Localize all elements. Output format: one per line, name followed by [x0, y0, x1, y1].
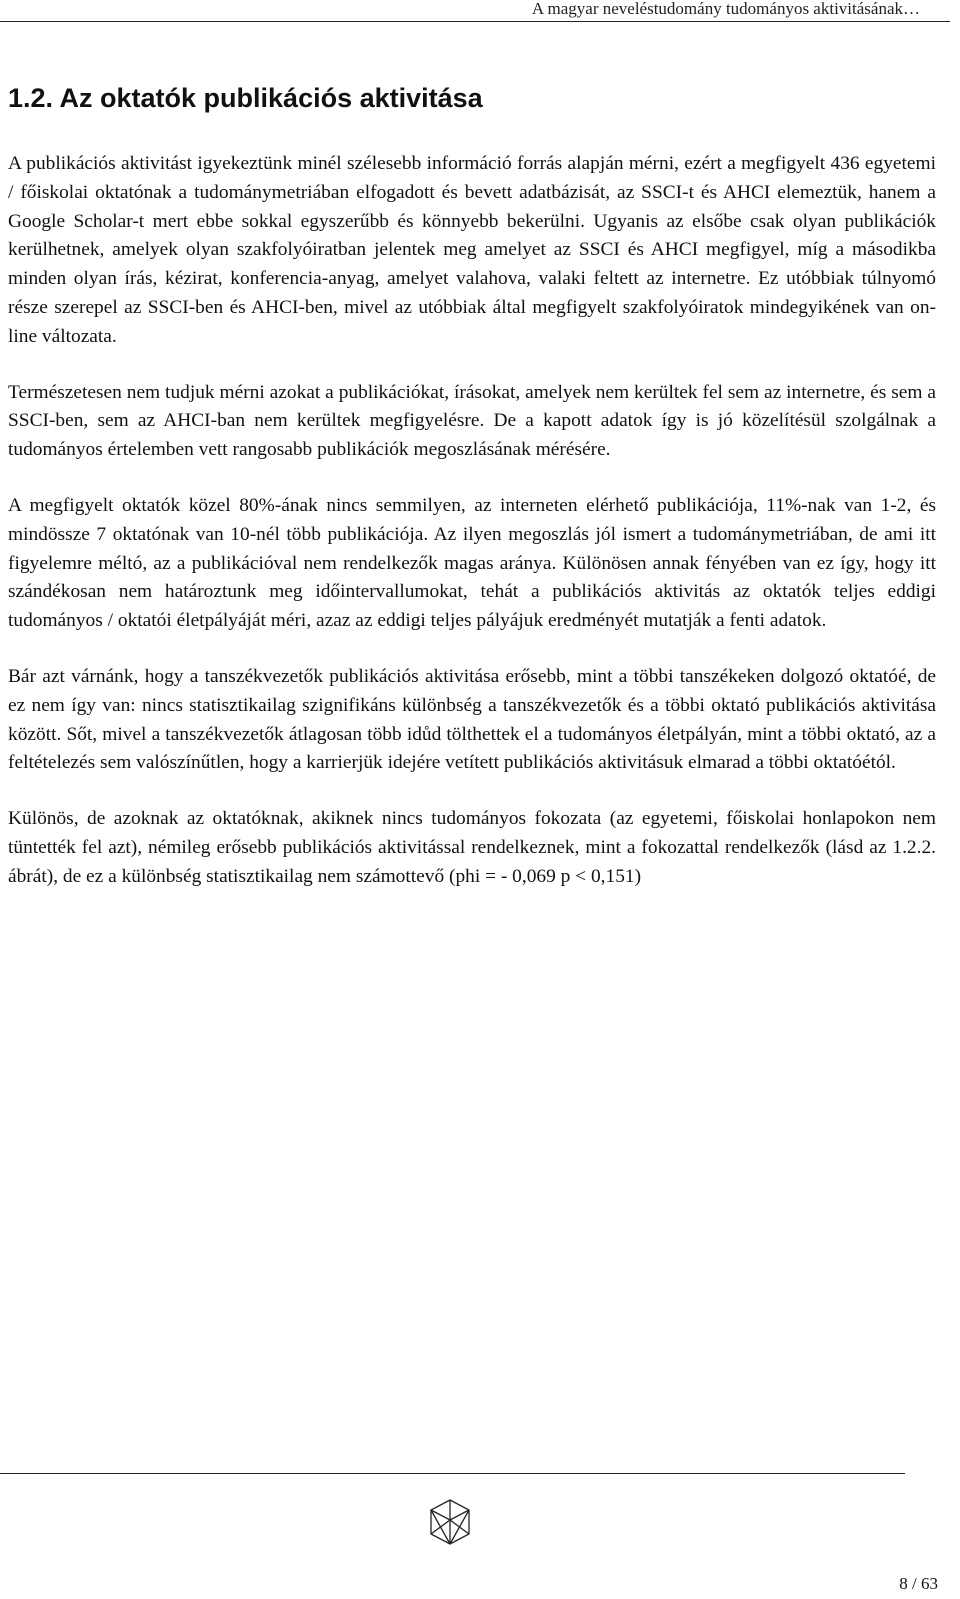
paragraph-2: Természetesen nem tudjuk mérni azokat a publikációkat, írásokat, amelyek nem kerültek fel sem az internetre, és sem a SSCI-ben, sem az AHCI-ban nem kerültek megfigyelésre. De a kapott adatok így is jó közelítésül szolgálnak a tudományos értelemben vett rangosabb publikációk megoszlásának mérésére. [8, 381, 936, 461]
header-divider [0, 21, 950, 22]
running-header: A magyar neveléstudomány tudományos aktivitásának… [531, 0, 920, 18]
footer-divider [0, 1473, 905, 1474]
paragraph-1: A publikációs aktivitást igyekeztünk minél szélesebb információ forrás alapján mérni, ezért a megfigyelt 436 egyetemi / főiskolai oktatónak a tudománymetriában elfogadott és bevett adatbázisát, az SSCI-t és AHCI elemeztük, hanem a Google Scholar-t mert ebbe sokkal egyszerűbb és könnyebb bekerülni. Ugyanis az elsőbe csak olyan publikációk kerülhetnek, amelyek olyan szakfolyóiratban jelentek meg amelyet az SSCI és AHCI megfigyel, míg a másodikba minden olyan írás, kézirat, konferencia-anyag, amelyet valahova, valaki feltett az internetre. Ez utóbbiak túlnyomó része szerepel az SSCI-ben és AHCI-ben, mivel az utóbbiak által megfigyelt szakfolyóiratok mindegyikének van on-line változata. [8, 153, 936, 347]
section-title: 1.2. Az oktatók publikációs aktivitása [8, 83, 483, 113]
paragraph-3: A megfigyelt oktatók közel 80%-ának nincs semmilyen, az interneten elérhető publikációja, 11%-nak van 1-2, és mindössze 7 oktatónak van 10-nél több publikációja. Az ilyen megoszlás jól ismert a tudománymetriában, de ami itt figyelemre méltó, az a publikációval nem rendelkezők magas aránya. Különösen annak fényében van ez így, hogy itt szándékosan nem határoztunk meg időintervallumokat, tehát a publikációs aktivitás az oktatók teljes eddigi tudományos / oktatói életpályáját méri, azaz az eddigi teljes pályájuk eredményét mutatják a fenti adatok. [8, 494, 936, 632]
page-number: 8 / 63 [899, 1574, 938, 1593]
paragraph-4: Bár azt várnánk, hogy a tanszékvezetők publikációs aktivitása erősebb, mint a többi tanszékeken dolgozó oktatóé, de ez nem így van: nincs statisztikailag szignifikáns különbség a tanszékvezetők és a többi oktató publikációs aktivitása között. Sőt, mivel a tanszékvezetők átlagosan több idůd tölthettek el a tudományos életpályán, mint a többi oktató, az a feltételezés sem valószínűtlen, hogy a karrierjük idejére vetített publikációs aktivitásuk elmarad a többi oktatóétól. [8, 665, 936, 774]
wireframe-cube-icon [428, 1497, 472, 1547]
paragraph-5: Különös, de azoknak az oktatóknak, akiknek nincs tudományos fokozata (az egyetemi, főiskolai honlapokon nem tüntették fel azt), némileg erősebb publikációs aktivitással rendelkeznek, mint a fokozattal rendelkezők (lásd az 1.2.2. ábrát), de ez a különbség statisztikailag nem számottevő (phi = - 0,069 p < 0,151) [8, 808, 936, 887]
body-text [8, 150, 936, 892]
